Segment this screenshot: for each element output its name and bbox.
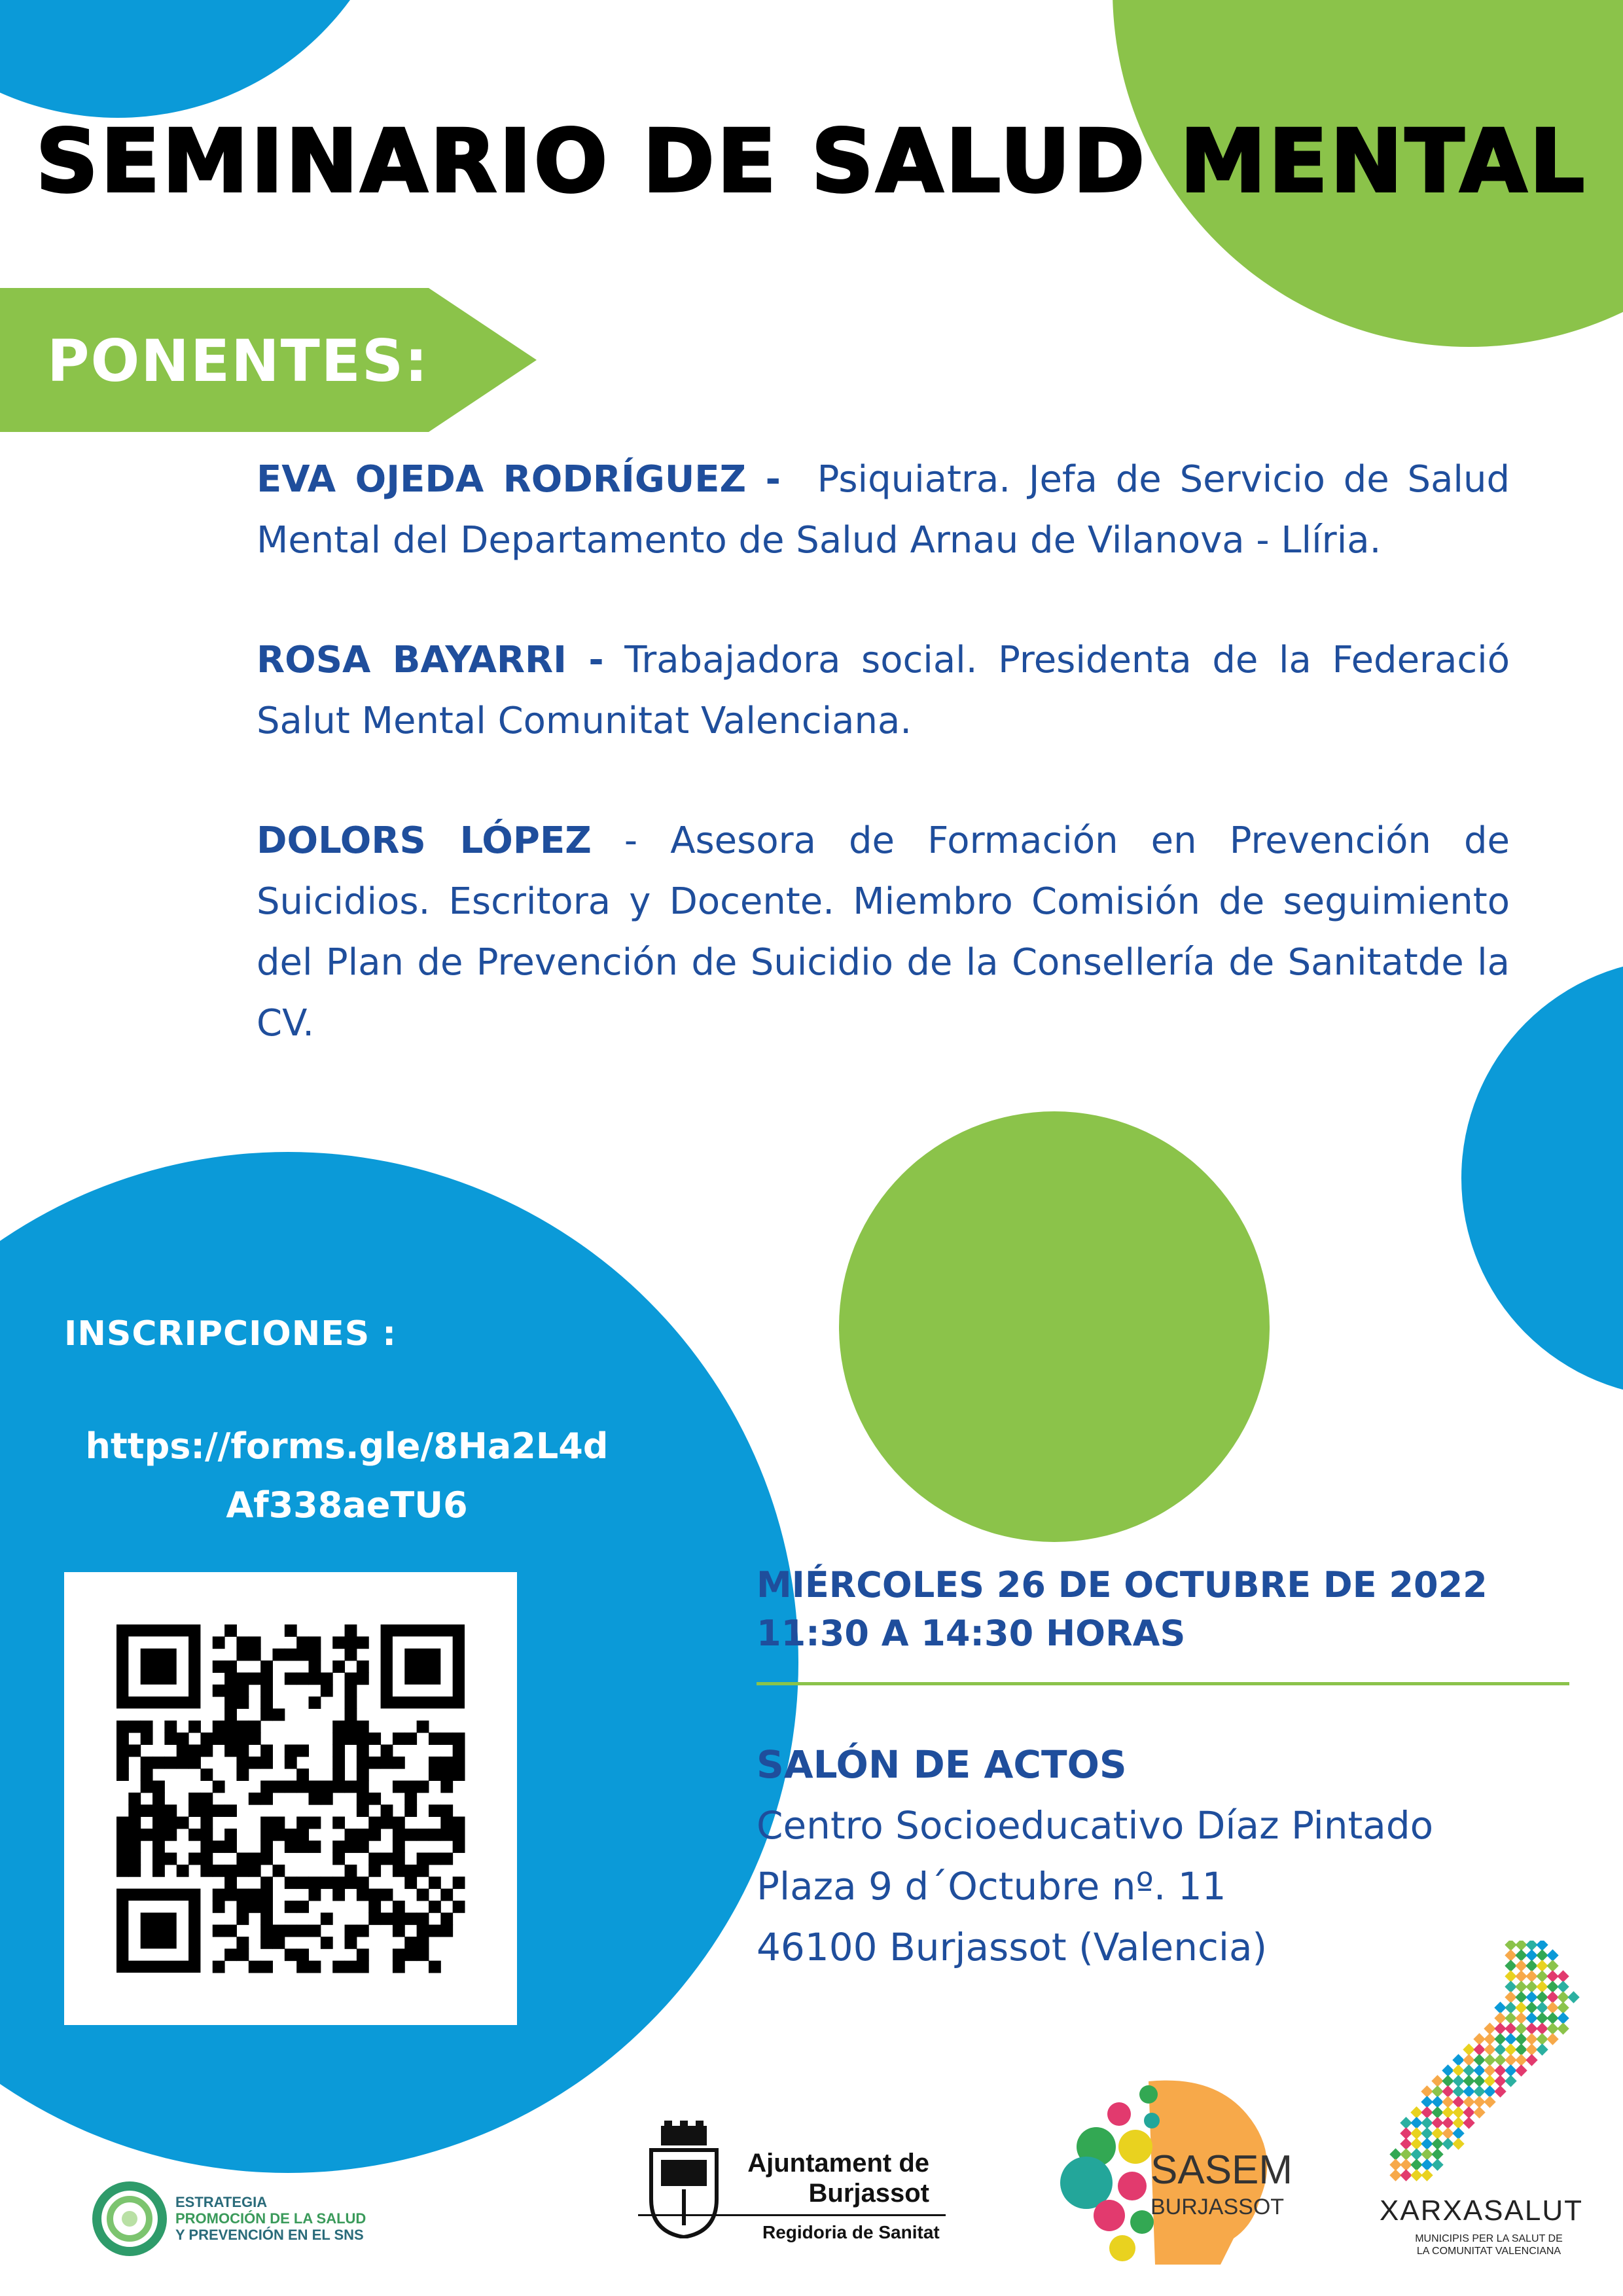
speaker-name: EVA OJEDA RODRÍGUEZ - [257, 458, 781, 501]
venue-title: SALÓN DE ACTOS [757, 1742, 1127, 1787]
coat-of-arms-icon [645, 2121, 723, 2238]
speakers-list [257, 449, 1510, 1113]
divider [757, 1682, 1569, 1685]
estrategia-logo [90, 2179, 418, 2258]
speaker-desc: Psiquiatra. Jefa de Servicio de Salud Mental del Departamento de Salud Arnau de Vilanova - Llíria. [257, 458, 1510, 562]
ajuntament-text: Ajuntament de [747, 2149, 929, 2178]
registration-link-line2[interactable]: Af338aeTU6 [226, 1484, 468, 1526]
registration-link[interactable] [65, 1417, 628, 1535]
ajuntament-rule [638, 2214, 946, 2216]
estrategia-text: Y PREVENCIÓN EN EL SNS [175, 2227, 364, 2243]
mosaic-map-icon [1374, 1941, 1590, 2183]
deco-circle-green-center [839, 1111, 1270, 1542]
speaker-desc: - Asesora de Formación en Prevención de Suicidios. Escritora y Docente. Miembro Comisión de seguimiento del Plan de Prevención de Suicidio de la Consellería de Sanitatde la CV. [257, 819, 1510, 1045]
estrategia-text: PROMOCIÓN DE LA SALUD [175, 2210, 366, 2227]
event-date: MIÉRCOLES 26 DE OCTUBRE DE 2022 [757, 1564, 1488, 1605]
xarxasalut-subtitle [1400, 2233, 1577, 2257]
speaker-item [257, 630, 1510, 751]
inscripciones-label: INSCRIPCIONES : [64, 1314, 397, 1354]
estrategia-text: ESTRATEGIA [175, 2194, 268, 2210]
page-title: SEMINARIO DE SALUD MENTAL [35, 111, 1588, 212]
xarxasalut-title: XARXASALUT [1380, 2195, 1583, 2227]
registration-link-line1[interactable]: https://forms.gle/8Ha2L4d [85, 1426, 609, 1467]
deco-circle-top-left [0, 0, 406, 118]
swirl-icon [90, 2179, 169, 2258]
sasem-subtitle: BURJASSOT [1150, 2195, 1285, 2219]
ajuntament-text: Burjassot [808, 2179, 929, 2208]
xarxasalut-logo [1374, 1941, 1590, 2287]
event-datetime [757, 1561, 1488, 1658]
xarxasalut-subtitle-line: LA COMUNITAT VALENCIANA [1416, 2246, 1561, 2257]
xarxasalut-subtitle-line: MUNICIPIS PER LA SALUT DE [1415, 2233, 1563, 2244]
venue-line: Centro Socioeducativo Díaz Pintado [757, 1803, 1434, 1848]
sasem-logo [1057, 2075, 1293, 2265]
speaker-name: ROSA BAYARRI - [257, 639, 604, 681]
venue-line: 46100 Burjassot (Valencia) [757, 1925, 1268, 1969]
ponentes-label: PONENTES: [47, 327, 429, 395]
ajuntament-regidoria: Regidoria de Sanitat [762, 2222, 940, 2242]
speaker-item [257, 449, 1510, 571]
speaker-desc: Trabajadora social. Presidenta de la Federació Salut Mental Comunitat Valenciana. [257, 639, 1510, 742]
venue-line: Plaza 9 d´Octubre nº. 11 [757, 1864, 1226, 1909]
venue-block [757, 1734, 1433, 1978]
ajuntament-logo [638, 2121, 952, 2251]
speaker-item [257, 810, 1510, 1054]
event-time: 11:30 A 14:30 HORAS [757, 1613, 1186, 1654]
qr-code-icon [64, 1572, 517, 2025]
speaker-name: DOLORS LÓPEZ [257, 819, 592, 862]
qr-code[interactable] [64, 1572, 517, 2025]
sasem-title: SASEM [1150, 2147, 1293, 2193]
